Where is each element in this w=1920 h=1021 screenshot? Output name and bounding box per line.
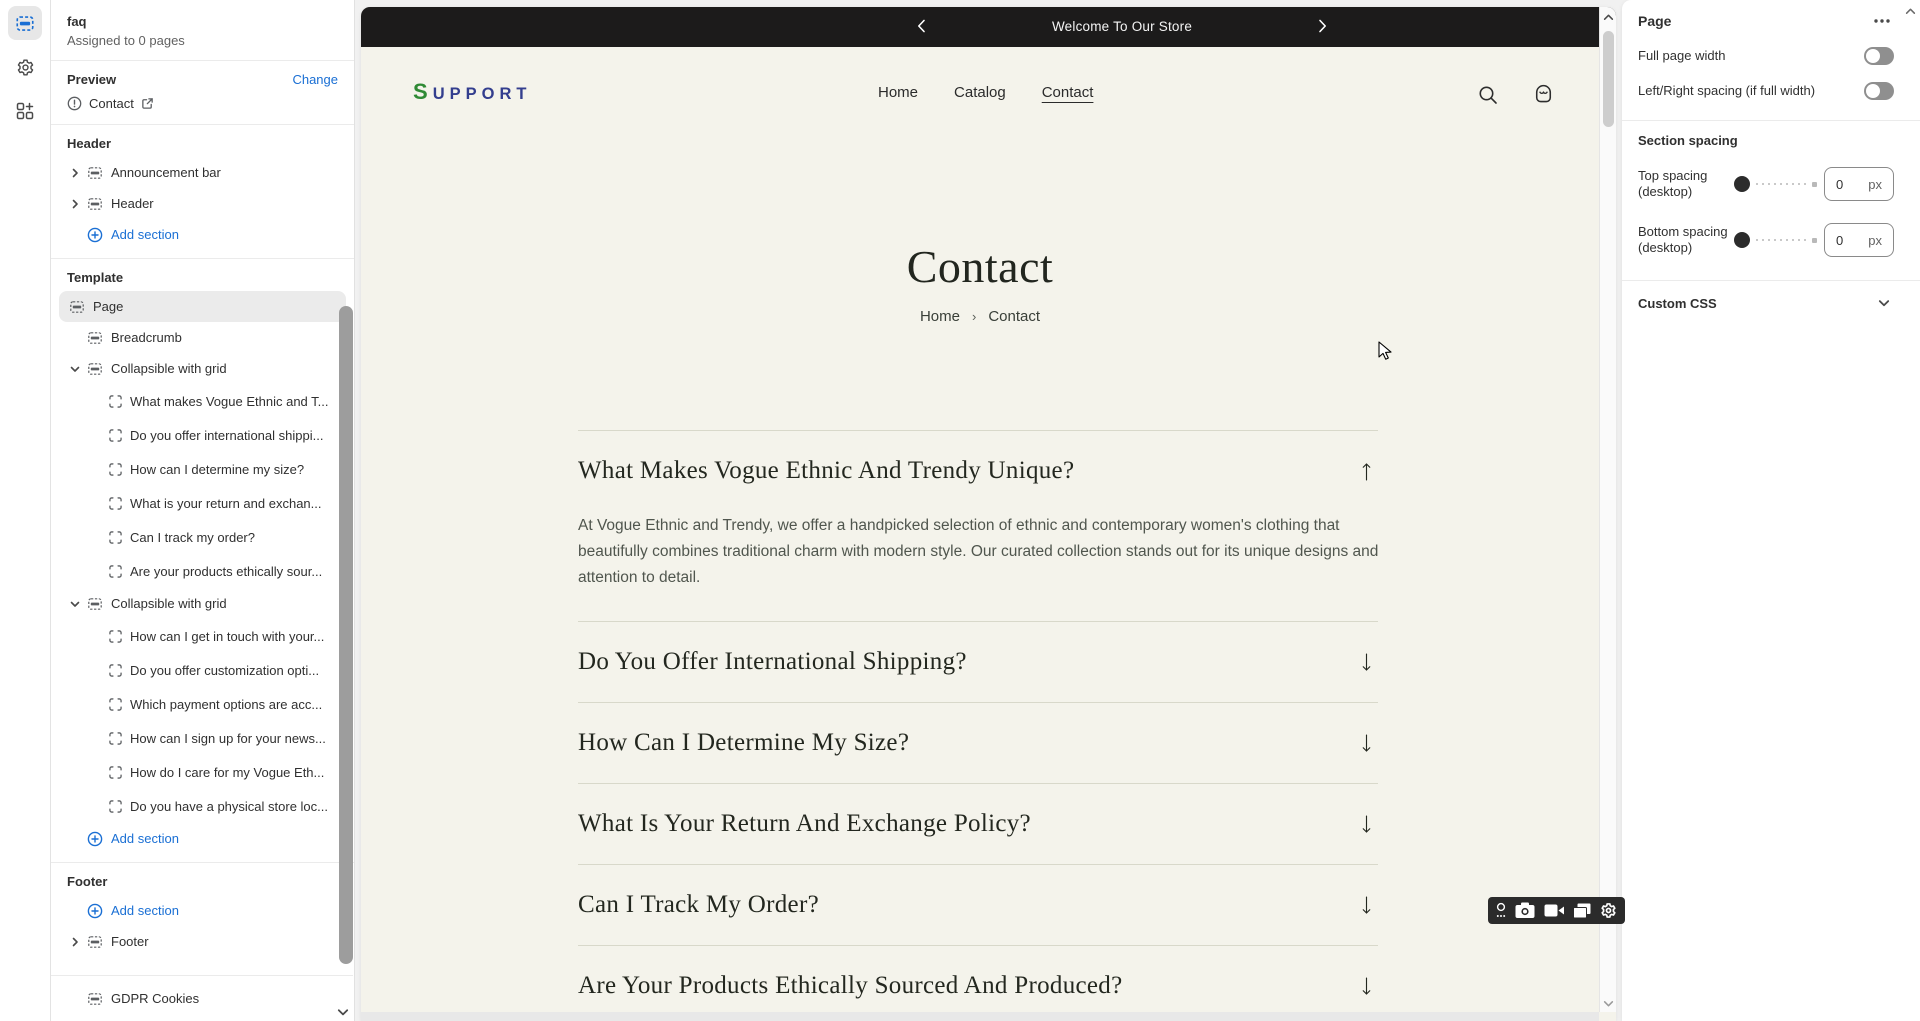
announcement-prev-icon[interactable] xyxy=(917,19,926,33)
faq-item xyxy=(578,784,1378,865)
group-heading: Footer xyxy=(67,874,108,889)
slider-track-end xyxy=(1812,238,1817,243)
faq-item xyxy=(578,431,1378,622)
theme-editor-sidebar xyxy=(51,0,355,1021)
arrow-down-icon xyxy=(1359,814,1374,835)
sidebar-item-label: Collapsible with grid xyxy=(111,361,227,376)
scrollbar-thumb[interactable] xyxy=(1603,31,1614,127)
block-item[interactable] xyxy=(51,486,354,520)
ellipsis-menu-icon[interactable] xyxy=(1874,19,1890,23)
block-item[interactable] xyxy=(51,452,354,486)
breadcrumb-home[interactable]: Home xyxy=(919,308,960,325)
block-icon xyxy=(109,497,122,510)
breadcrumb-separator-icon: › xyxy=(971,309,977,324)
sidebar-item-label: Page xyxy=(93,299,124,314)
custom-css-row[interactable] xyxy=(1622,281,1920,326)
preview-vertical-scrollbar[interactable] xyxy=(1599,7,1616,1012)
faq-item xyxy=(578,865,1378,946)
section-icon xyxy=(69,301,85,313)
preview-block xyxy=(51,61,354,124)
rail-sections-button[interactable] xyxy=(8,6,42,40)
custom-css-label: Custom CSS xyxy=(1638,296,1717,311)
block-item-label: Are your products ethically sour... xyxy=(130,563,323,579)
block-item[interactable] xyxy=(51,687,354,721)
add-circle-icon xyxy=(87,227,103,243)
block-item-label: How can I get in touch with your... xyxy=(130,628,325,644)
add-section-label: Add section xyxy=(111,903,179,918)
breadcrumb xyxy=(361,308,1599,325)
video-icon[interactable] xyxy=(1544,904,1564,917)
block-item[interactable] xyxy=(51,384,354,418)
add-section-label: Add section xyxy=(111,227,179,242)
arrow-down-icon xyxy=(1359,733,1374,754)
preview-horizontal-scrollbar[interactable] xyxy=(361,1012,1599,1021)
arrow-down-icon xyxy=(1359,652,1374,673)
sidebar-item-label: Collapsible with grid xyxy=(111,596,227,611)
block-icon xyxy=(109,630,122,643)
chevron-right-icon[interactable] xyxy=(69,199,81,209)
logo-first-letter: S xyxy=(413,79,433,104)
scrollbar-up-icon[interactable] xyxy=(1603,13,1614,21)
chevron-down-icon xyxy=(1878,299,1890,308)
faq-item xyxy=(578,703,1378,784)
block-icon xyxy=(109,800,122,813)
block-icon xyxy=(109,429,122,442)
toggle-label-lr-spacing: Left/Right spacing (if full width) xyxy=(1638,83,1816,98)
top-spacing-label xyxy=(1638,168,1734,200)
block-item-label: How can I sign up for your news... xyxy=(130,730,326,746)
unit-label: px xyxy=(1868,232,1882,248)
sidebar-item-label: Breadcrumb xyxy=(111,330,182,345)
section-icon xyxy=(87,167,103,179)
block-item-label: Can I track my order? xyxy=(130,529,255,545)
extension-mini-icon[interactable] xyxy=(1496,902,1506,919)
announcement-text: Welcome To Our Store xyxy=(1051,19,1193,34)
sidebar-item-collapsible-with-grid-1[interactable] xyxy=(51,353,354,384)
gear-icon[interactable] xyxy=(1600,902,1617,919)
slider-label-line1: Top spacing xyxy=(1638,168,1708,183)
faq-question: How Can I Determine My Size? xyxy=(578,729,910,756)
section-spacing-heading: Section spacing xyxy=(1638,133,1738,148)
faq-question: Can I Track My Order? xyxy=(578,891,819,918)
block-item-label: What is your return and exchan... xyxy=(130,495,322,511)
settings-gear-icon xyxy=(16,58,35,77)
bottom-spacing-input[interactable] xyxy=(1824,223,1894,257)
sidebar-scrollbar-thumb[interactable] xyxy=(339,306,353,964)
layers-icon[interactable] xyxy=(1573,903,1591,919)
nav-link-contact[interactable]: Contact xyxy=(1041,84,1094,101)
block-item[interactable] xyxy=(51,619,354,653)
slider-label-line2: (desktop) xyxy=(1638,184,1693,199)
preview-page-name: Contact xyxy=(89,96,134,111)
section-icon xyxy=(87,363,103,375)
template-header xyxy=(51,0,354,60)
store-logo[interactable] xyxy=(413,79,531,105)
add-section-button-template[interactable] xyxy=(51,823,354,854)
faq-question-row[interactable] xyxy=(578,946,1378,1021)
store-preview-canvas xyxy=(361,7,1616,1021)
breadcrumb-contact[interactable]: Contact xyxy=(988,308,1041,325)
block-item[interactable] xyxy=(51,721,354,755)
announcement-bar-section[interactable] xyxy=(361,7,1616,47)
scrollbar-down-icon[interactable] xyxy=(1603,1000,1614,1008)
sidebar-item-gdpr-cookies[interactable] xyxy=(51,975,353,1021)
page-title: Contact xyxy=(906,241,1054,292)
top-spacing-slider-track[interactable] xyxy=(1756,183,1808,185)
block-icon xyxy=(109,565,122,578)
sidebar-item-label: Footer xyxy=(111,934,149,949)
lr-spacing-toggle[interactable] xyxy=(1864,82,1894,100)
faq-question-row[interactable] xyxy=(578,784,1378,864)
faq-question-row[interactable] xyxy=(578,865,1378,945)
preview-page-row[interactable] xyxy=(67,96,338,111)
block-item[interactable] xyxy=(51,520,354,554)
block-icon xyxy=(109,766,122,779)
faq-question: What Is Your Return And Exchange Policy? xyxy=(578,810,1031,837)
toggle-knob xyxy=(1866,49,1880,63)
add-section-label: Add section xyxy=(111,831,179,846)
sidebar-item-label: Header xyxy=(111,196,154,211)
block-item-label: How do I care for my Vogue Eth... xyxy=(130,764,325,780)
faq-question: Do You Offer International Shipping? xyxy=(578,648,967,675)
chevron-down-icon[interactable] xyxy=(69,364,81,374)
block-item-label: Do you offer international shippi... xyxy=(130,427,324,443)
block-icon xyxy=(109,732,122,745)
slider-track-end xyxy=(1812,182,1817,187)
block-item-label: What makes Vogue Ethnic and T... xyxy=(130,393,329,409)
slider-label-line2: (desktop) xyxy=(1638,240,1693,255)
block-icon xyxy=(109,698,122,711)
top-spacing-value: 0 xyxy=(1836,176,1844,192)
block-icon xyxy=(109,395,122,408)
block-item[interactable] xyxy=(51,653,354,687)
block-icon xyxy=(109,463,122,476)
block-item-label: How can I determine my size? xyxy=(130,461,305,477)
chevron-down-icon[interactable] xyxy=(69,599,81,609)
chevron-right-icon[interactable] xyxy=(69,168,81,178)
block-icon xyxy=(109,664,122,677)
chevron-down-icon[interactable] xyxy=(337,1006,349,1018)
unit-label: px xyxy=(1868,176,1882,192)
toggle-knob xyxy=(1866,84,1880,98)
bottom-spacing-label xyxy=(1638,224,1734,256)
section-settings-panel xyxy=(1622,0,1920,1021)
section-icon xyxy=(87,198,103,210)
app-icon-rail xyxy=(0,0,51,1021)
preview-label: Preview xyxy=(67,72,117,87)
block-item[interactable] xyxy=(51,554,354,588)
panel-title: Page xyxy=(1638,13,1672,29)
section-icon xyxy=(87,936,103,948)
section-icon xyxy=(87,332,103,344)
rail-theme-settings-button[interactable] xyxy=(8,50,42,84)
block-item-label: Do you have a physical store loc... xyxy=(130,798,328,814)
block-item-label: Do you offer customization opti... xyxy=(130,662,320,678)
faq-answer: At Vogue Ethnic and Trendy, we offer a handpicked selection of ethnic and contemporary women's clothing that beautifully combines traditional charm with modern style. Our curated collection stands out for its unique designs and attention to detail. xyxy=(578,517,1379,586)
sidebar-item-header[interactable] xyxy=(51,188,354,219)
bottom-spacing-slider-track[interactable] xyxy=(1756,239,1808,241)
faq-question-row[interactable] xyxy=(578,431,1378,497)
announcement-next-icon[interactable] xyxy=(1318,19,1327,33)
rail-apps-button[interactable] xyxy=(8,94,42,128)
logo-rest: UPPORT xyxy=(432,85,532,103)
faq-item xyxy=(578,622,1378,703)
faq-question: Are Your Products Ethically Sourced And Produced? xyxy=(578,972,1123,999)
arrow-up-icon xyxy=(1359,461,1374,482)
group-footer xyxy=(51,863,354,957)
block-item[interactable] xyxy=(51,789,354,823)
nav-link-home[interactable]: Home xyxy=(878,84,919,101)
slider-label-line1: Bottom spacing xyxy=(1638,224,1728,239)
template-assignment: Assigned to 0 pages xyxy=(67,33,185,48)
sections-icon xyxy=(16,16,34,31)
header-icons xyxy=(1477,82,1556,107)
group-heading: Header xyxy=(67,136,112,151)
top-spacing-input[interactable] xyxy=(1824,167,1894,201)
external-link-icon[interactable] xyxy=(141,97,154,110)
bottom-spacing-slider-handle[interactable] xyxy=(1734,232,1750,248)
sidebar-item-page[interactable] xyxy=(59,291,346,322)
section-icon xyxy=(87,993,103,1005)
sidebar-item-announcement-bar[interactable] xyxy=(51,157,354,188)
sidebar-item-breadcrumb[interactable] xyxy=(51,322,354,353)
group-header xyxy=(51,125,354,258)
alert-circle-icon xyxy=(67,96,82,111)
block-item[interactable] xyxy=(51,755,354,789)
faq-question-row[interactable] xyxy=(578,703,1378,783)
faq-accordion xyxy=(578,430,1378,1021)
arrow-down-icon xyxy=(1359,895,1374,916)
full-page-width-toggle[interactable] xyxy=(1864,47,1894,65)
toggle-label-full-page-width: Full page width xyxy=(1638,48,1726,63)
store-nav xyxy=(878,84,1093,101)
faq-item xyxy=(578,946,1378,1021)
sidebar-item-label: GDPR Cookies xyxy=(111,991,200,1006)
section-icon xyxy=(87,598,103,610)
block-item-label: Which payment options are acc... xyxy=(130,696,323,712)
group-template xyxy=(51,259,354,862)
panel-scroll-up-icon[interactable] xyxy=(1905,7,1916,15)
shop-account-icon[interactable] xyxy=(1531,82,1556,107)
group-heading: Template xyxy=(67,270,124,285)
block-item[interactable] xyxy=(51,418,354,452)
sidebar-item-footer[interactable] xyxy=(51,926,354,957)
add-section-button-footer[interactable] xyxy=(51,895,354,926)
capture-toolbar xyxy=(1488,897,1625,924)
bottom-spacing-value: 0 xyxy=(1836,232,1844,248)
search-icon[interactable] xyxy=(1477,84,1499,106)
faq-question: What Makes Vogue Ethnic And Trendy Unique? xyxy=(578,457,1075,484)
camera-icon[interactable] xyxy=(1515,902,1535,919)
sidebar-item-label: Announcement bar xyxy=(111,165,221,180)
faq-question-row[interactable] xyxy=(578,622,1378,702)
chevron-right-icon[interactable] xyxy=(69,937,81,947)
change-preview-link[interactable]: Change xyxy=(292,72,338,87)
template-name: faq xyxy=(67,14,87,29)
top-spacing-slider-handle[interactable] xyxy=(1734,176,1750,192)
block-icon xyxy=(109,531,122,544)
arrow-down-icon xyxy=(1359,976,1374,997)
apps-icon xyxy=(16,102,34,120)
store-header-section xyxy=(361,47,1616,143)
sidebar-item-collapsible-with-grid-2[interactable] xyxy=(51,588,354,619)
nav-link-catalog[interactable]: Catalog xyxy=(954,84,1006,101)
add-circle-icon xyxy=(87,903,103,919)
add-circle-icon xyxy=(87,831,103,847)
add-section-button-header[interactable] xyxy=(51,219,354,250)
